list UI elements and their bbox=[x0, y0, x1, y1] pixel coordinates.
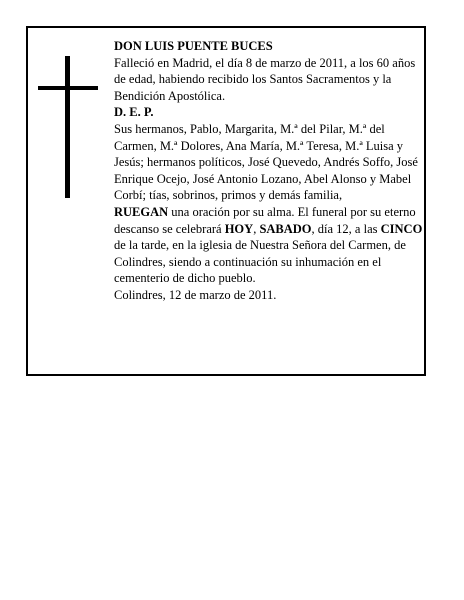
death-statement: Falleció en Madrid, el día 8 de marzo de 2011, a los 60 años de edad, habiendo recibido los Santos Sacramentos y la Bendición Apostólica. bbox=[114, 55, 416, 103]
prayer-separator: , bbox=[253, 221, 260, 236]
prayer-text-2: , día 12, a las bbox=[311, 221, 381, 236]
dep-line: D. E. P. bbox=[114, 105, 154, 120]
prayer-text-1: una oración por su alma. El funeral por su eterno descanso se celebrará bbox=[114, 204, 416, 236]
cinco-word: CINCO bbox=[380, 221, 423, 236]
family-list: Sus hermanos, Pablo, Margarita, M.ª del Pilar, M.ª del Carmen, M.ª Dolores, Ana María, M.ª Teresa, M.ª Luisa y Jesús; hermanos políticos, José Quevedo, Andrés Soffo, José Enrique Ocejo, José Antonio Lozano, Abel Alonso y Mabel Corbí; tías, sobrinos, primos y demás familia, bbox=[114, 121, 418, 203]
cross-vertical-bar bbox=[65, 56, 70, 198]
place-date: Colindres, 12 de marzo de 2011. bbox=[114, 287, 277, 302]
ruegan-word: RUEGAN bbox=[114, 204, 169, 219]
hoy-word: HOY bbox=[224, 221, 254, 236]
cross-icon bbox=[38, 56, 98, 198]
notice-text bbox=[114, 38, 424, 304]
prayer-text-3: de la tarde, en la iglesia de Nuestra Señora del Carmen, de Colindres, siendo a continuación su inhumación en el cementerio de dicho pueblo. bbox=[114, 238, 406, 286]
cross-horizontal-bar bbox=[38, 86, 98, 90]
prayer-paragraph bbox=[114, 204, 424, 287]
deceased-name: DON LUIS PUENTE BUCES bbox=[114, 39, 273, 53]
obituary-notice bbox=[26, 26, 426, 376]
sabado-word: SABADO bbox=[259, 221, 312, 236]
